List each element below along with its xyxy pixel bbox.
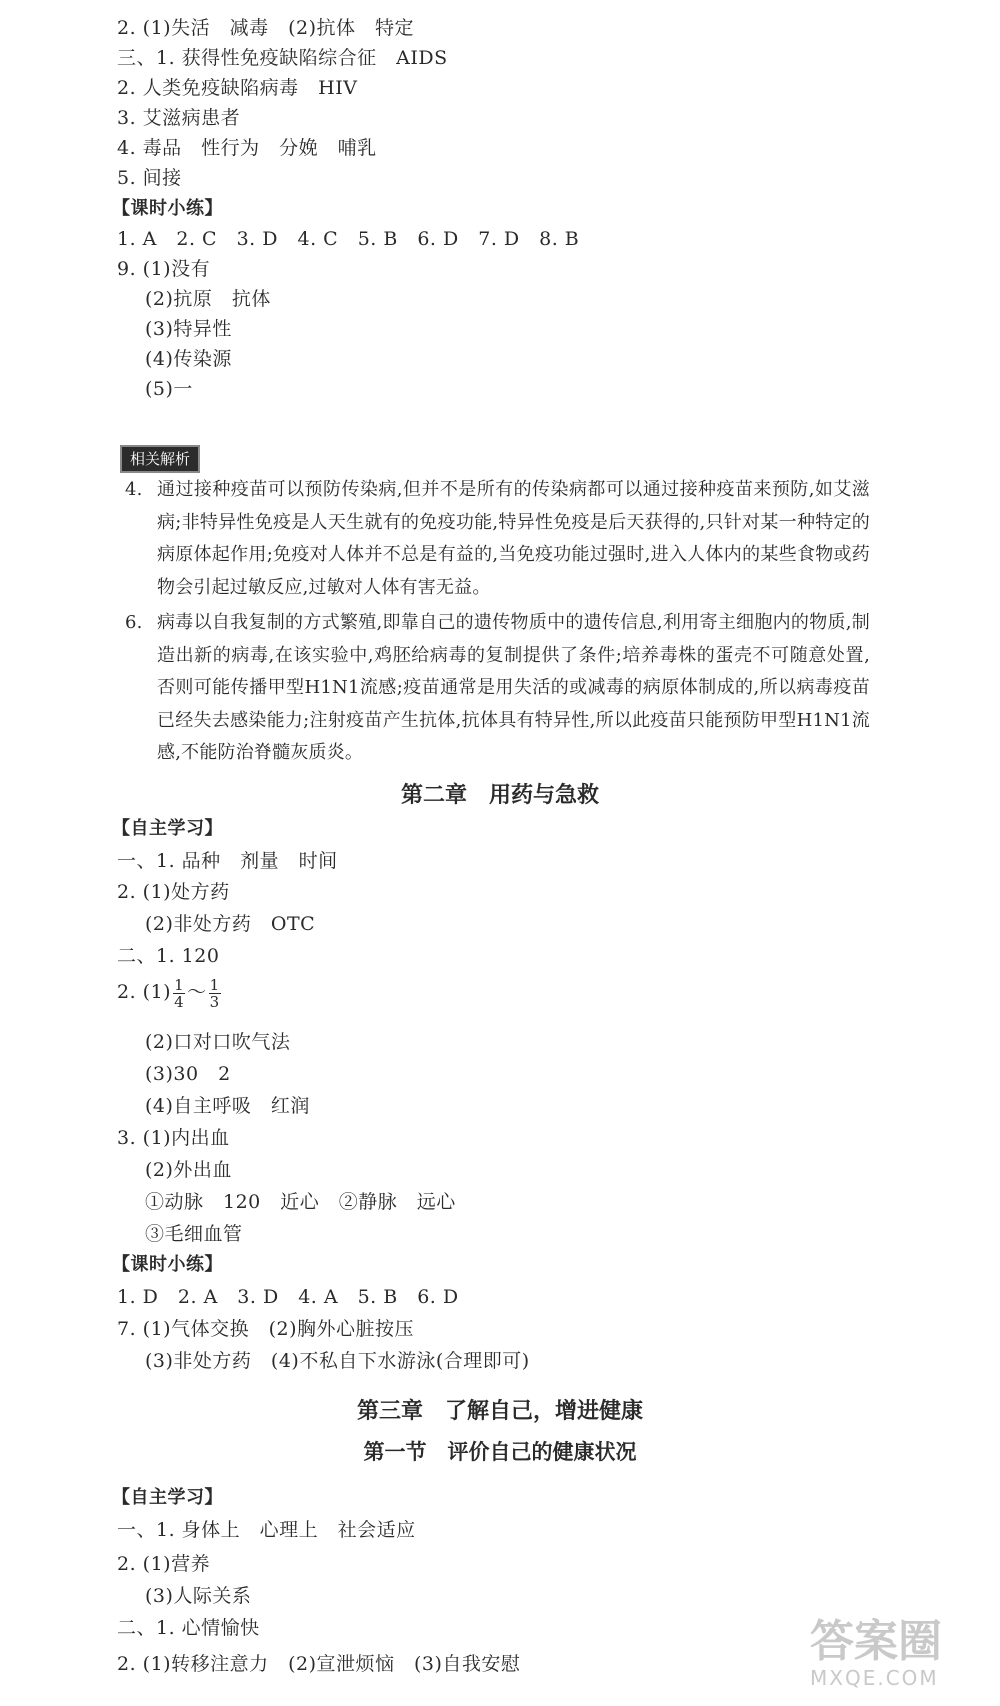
explanation-number: 6. [125, 612, 143, 633]
answer-line: 一、1. 身体上 心理上 社会适应 [117, 1519, 416, 1541]
fraction: $\frac{1}{3}$ [209, 975, 220, 1011]
answer-line: 2. (1)营养 [117, 1553, 211, 1575]
answer-line: 1. A 2. C 3. D 4. C 5. B 6. D 7. D 8. B [117, 228, 580, 250]
section-tag-self-study: 【自主学习】 [112, 818, 223, 839]
answer-line: (4)传染源 [145, 348, 232, 370]
section-title: 第一节 评价自己的健康状况 [363, 1440, 637, 1464]
answer-line: (2)外出血 [145, 1159, 232, 1181]
explanation-text: 病毒以自我复制的方式繁殖,即靠自己的遗传物质中的遗传信息,利用寄主细胞内的物质,制造出新的病毒,在该实验中,鸡胚给病毒的复制提供了条件;培养毒株的蛋壳不可随意处置,否则可能传播甲型H1N1流感;疫苗通常是用失活的或减毒的病原体制成的,所以病毒疫苗已经失去感染能力;注射疫苗产生抗体,抗体具有特异性,所以此疫苗只能预防甲型H1N1流感,不能防治脊髓灰质炎。 [157, 612, 870, 764]
answer-line: 3. (1)内出血 [117, 1127, 230, 1149]
answer-line: 二、1. 心情愉快 [117, 1617, 260, 1639]
fraction: $\frac{1}{4}$ [174, 975, 185, 1011]
answer-line: 4. 毒品 性行为 分娩 哺乳 [117, 137, 377, 159]
watermark-text: 答案圈 [810, 1616, 942, 1667]
answer-line: (3)非处方药 (4)不私自下水游泳(合理即可) [145, 1350, 530, 1372]
answer-line: (3)人际关系 [145, 1585, 252, 1607]
answer-line: (2)非处方药 OTC [145, 913, 316, 935]
answer-line: 3. 艾滋病患者 [117, 107, 241, 129]
answer-line: 2. (1)失活 减毒 (2)抗体 特定 [117, 17, 414, 39]
fraction-prefix: 2. (1) [117, 981, 172, 1003]
answer-line: 9. (1)没有 [117, 258, 211, 280]
answer-line: (3)特异性 [145, 318, 232, 340]
answer-line: ①动脉 120 近心 ②静脉 远心 [145, 1191, 456, 1213]
fraction-separator: ～ [187, 981, 207, 1003]
analysis-label: 相关解析 [120, 445, 200, 473]
answer-line: 2. (1)转移注意力 (2)宣泄烦恼 (3)自我安慰 [117, 1653, 521, 1675]
explanation-item [125, 607, 870, 770]
section-tag-practice: 【课时小练】 [112, 1254, 223, 1275]
answer-line: 三、1. 获得性免疫缺陷综合征 AIDS [117, 47, 448, 69]
answer-line: 1. D 2. A 3. D 4. A 5. B 6. D [117, 1286, 459, 1308]
answer-line: (3)30 2 [145, 1063, 231, 1085]
explanation-number: 4. [125, 479, 143, 500]
answer-line: ③毛细血管 [145, 1223, 243, 1245]
explanation-item [125, 474, 870, 604]
answer-line: 2. 人类免疫缺陷病毒 HIV [117, 77, 358, 99]
chapter-title: 第三章 了解自己，增进健康 [356, 1399, 643, 1424]
section-tag-self-study: 【自主学习】 [112, 1487, 223, 1508]
answer-line: 2. (1)处方药 [117, 881, 230, 903]
section-tag-practice: 【课时小练】 [112, 198, 223, 219]
answer-line: (5)一 [145, 378, 193, 400]
answer-line: (2)口对口吹气法 [145, 1031, 291, 1053]
fraction-answer [117, 975, 223, 1010]
watermark-url: MXQE.COM [810, 1666, 939, 1690]
watermark-logo [810, 1618, 960, 1698]
answer-line: 二、1. 120 [117, 945, 220, 967]
answer-line: (2)抗原 抗体 [145, 288, 271, 310]
chapter-title: 第二章 用药与急救 [400, 783, 599, 808]
answer-line: 一、1. 品种 剂量 时间 [117, 850, 338, 872]
answer-line: 5. 间接 [117, 167, 182, 189]
explanation-text: 通过接种疫苗可以预防传染病,但并不是所有的传染病都可以通过接种疫苗来预防,如艾滋病;非特异性免疫是人天生就有的免疫功能,特异性免疫是后天获得的,只针对某一种特定的病原体起作用;免疫对人体并不总是有益的,当免疫功能过强时,进入人体内的某些食物或药物会引起过敏反应,过敏对人体有害无益。 [157, 479, 870, 598]
answer-line: 7. (1)气体交换 (2)胸外心脏按压 [117, 1318, 414, 1340]
answer-line: (4)自主呼吸 红润 [145, 1095, 310, 1117]
